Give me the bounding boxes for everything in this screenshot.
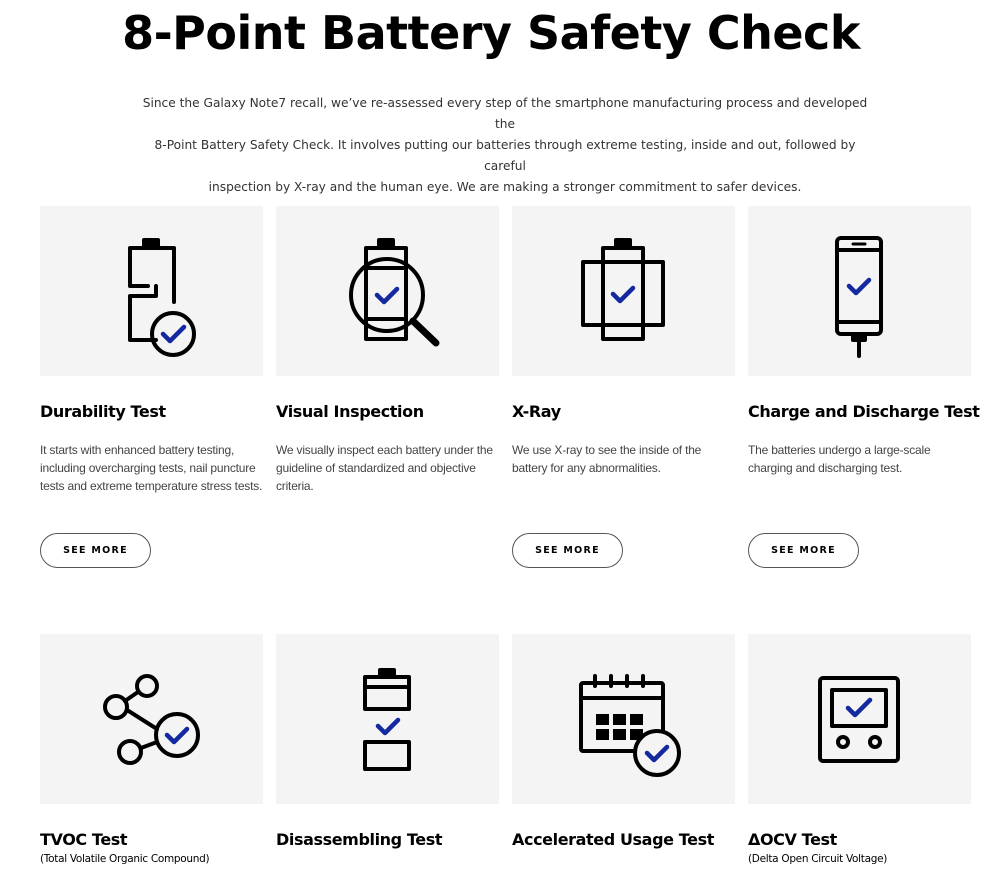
- card-description: It starts with enhanced battery testing, including overcharging tests, nail puncture tests and extreme temperature stress tests.: [40, 443, 263, 493]
- calendar-check-icon: [512, 634, 735, 804]
- battery-check-icon: [40, 206, 263, 376]
- card-image-tile: [748, 206, 971, 376]
- card-description: We visually inspect each battery under the guideline of standardized and objective criteria.: [276, 443, 493, 493]
- card-charge-discharge-test: [748, 206, 980, 556]
- magnifier-battery-icon: [276, 206, 499, 376]
- card-image-tile: [276, 634, 499, 804]
- card-accelerated-usage-test: [512, 634, 735, 849]
- card-title: ΔOCV Test: [748, 830, 837, 849]
- card-title: Disassembling Test: [276, 830, 443, 849]
- intro-line-2: 8-Point Battery Safety Check. It involves putting our batteries through extreme testing, inside and out, followed by careful: [154, 138, 856, 173]
- card-title: Accelerated Usage Test: [512, 830, 714, 849]
- card-image-tile: [512, 634, 735, 804]
- share-nodes-check-icon: [40, 634, 263, 804]
- card-description: The batteries undergo a large-scale charging and discharging test.: [748, 443, 931, 475]
- xray-battery-icon: [512, 206, 735, 376]
- see-more-button[interactable]: SEE MORE: [512, 533, 623, 568]
- intro-line-1: Since the Galaxy Note7 recall, we’ve re-assessed every step of the smartphone manufacturing process and developed the: [142, 96, 868, 131]
- card-image-tile: [276, 206, 499, 376]
- phone-charging-icon: [748, 206, 971, 376]
- card-image-tile: [512, 206, 735, 376]
- disassembled-battery-icon: [276, 634, 499, 804]
- card-disassembling-test: [276, 634, 499, 849]
- card-description: We use X-ray to see the inside of the battery for any abnormalities.: [512, 443, 702, 475]
- card-x-ray: [512, 206, 735, 556]
- card-title: TVOC Test: [40, 830, 128, 849]
- card-visual-inspection: [276, 206, 499, 495]
- card-subtitle: (Delta Open Circuit Voltage): [748, 853, 888, 865]
- card-image-tile: [40, 634, 263, 804]
- card-image-tile: [40, 206, 263, 376]
- see-more-button[interactable]: SEE MORE: [40, 533, 151, 568]
- intro-line-3: inspection by X-ray and the human eye. We are making a stronger commitment to safer devices.: [208, 180, 802, 194]
- card-tvoc-test: [40, 634, 263, 865]
- voltage-meter-icon: [748, 634, 971, 804]
- card-subtitle: (Total Volatile Organic Compound): [40, 853, 210, 865]
- see-more-button[interactable]: SEE MORE: [748, 533, 859, 568]
- card-image-tile: [748, 634, 971, 804]
- card-durability-test: [40, 206, 263, 556]
- card-title: Visual Inspection: [276, 402, 424, 421]
- card-title: X-Ray: [512, 402, 561, 421]
- intro-paragraph: [140, 93, 870, 198]
- card-title: Charge and Discharge Test: [748, 402, 980, 421]
- page-title: 8-Point Battery Safety Check: [122, 6, 860, 60]
- card-delta-ocv-test: [748, 634, 971, 865]
- card-title: Durability Test: [40, 402, 166, 421]
